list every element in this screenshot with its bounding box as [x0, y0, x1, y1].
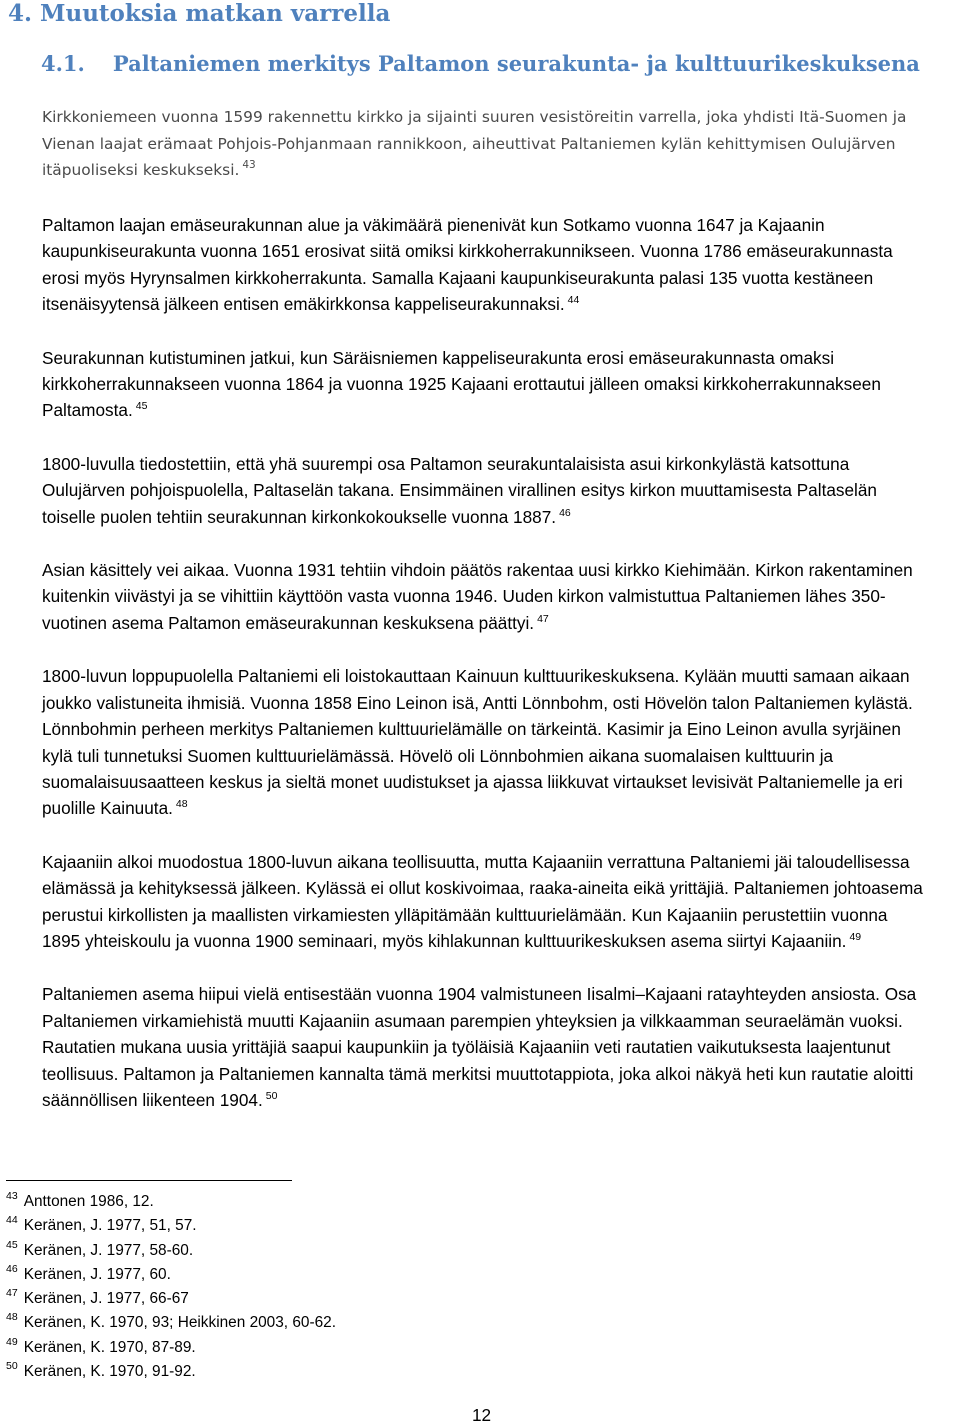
- footnote: [6, 1190, 336, 1214]
- paragraph: [42, 981, 927, 1113]
- footnote-number: 44: [6, 1214, 18, 1227]
- footnote: [6, 1287, 336, 1311]
- footnote-text: Keränen, K. 1970, 87-89.: [23, 1338, 196, 1356]
- footnote-text: Keränen, J. 1977, 66-67: [23, 1290, 189, 1308]
- footnote-list: [6, 1190, 336, 1384]
- paragraph-text: 1800-luvulla tiedostettiin, että yhä suurempi osa Paltamon seurakuntalaisista asui kirkonkylästä katsottuna Oulujärven pohjoispuolella, Paltaselän takana. Ensimmäinen virallinen esitys kirkon muuttamisesta Paltaselän toiselle puolen tehtiin seurakunnan kirkonkokoukselle vuonna 1887.: [42, 453, 877, 527]
- footnote: [6, 1336, 336, 1360]
- paragraph-text: Seurakunnan kutistuminen jatkui, kun Säräisniemen kappeliseurakunta erosi emäseurakunnasta omaksi kirkkoherrakunnakseen vuonna 1864 ja vuonna 1925 Kajaani erottautui jälleen omaksi kirkkoherrakunnakseen Paltamosta.: [42, 347, 881, 421]
- footnote: [6, 1311, 336, 1335]
- paragraph-text: 1800-luvun loppupuolella Paltaniemi eli loistokauttaan Kainuun kulttuurikeskuksena. Kylään muutti samaan aikaan joukko valistuneita ihmisiä. Vuonna 1858 Eino Leinon isä, Antti Lönnbohm, osti Hövelön talon Paltaniemen kylästä. Lönnbohmin perheen merkitys Paltaniemen kulttuurielämälle on tärkeintä. Kasimir ja Eino Leinon avulla syrjäinen kylä tuli tunnetuksi Suomen kulttuurielämässä. Hövelö oli Lönnbohmien aikana suomalaisen kulttuurin ja suomalaisuusaatteen keskus ja sieltä monet uudistukset ja ajassa liikkuvat virtaukset levisivät Paltaniemelle ja eri puolille Kainuuta.: [42, 666, 913, 819]
- paragraph-text: Asian käsittely vei aikaa. Vuonna 1931 tehtiin vihdoin päätös rakentaa uusi kirkko Kiehimään. Kirkon rakentaminen kuitenkin viivästyi ja se vihittiin käyttöön vasta vuonna 1946. Uuden kirkon valmistuttua Paltaniemen lähes 350-vuotinen asema Paltamon emäseurakunnan keskuksena päättyi.: [42, 560, 913, 633]
- intro-text: Kirkkoniemeen vuonna 1599 rakennettu kirkko ja sijainti suuren vesistöreitin varrella, joka yhdisti Itä-Suomen ja Vienan laajat erämaat Pohjois-Pohjanmaan rannikkoon, aiheuttivat Paltaniemen kylän kehittymisen Oulujärven itäpuoliseksi keskukseksi.: [42, 108, 907, 179]
- footnote-text: Keränen, K. 1970, 91-92.: [23, 1363, 196, 1381]
- footnote: [6, 1360, 336, 1384]
- chapter-title: Muutoksia matkan varrella: [40, 0, 391, 27]
- footnote-ref: 44: [567, 294, 580, 307]
- paragraph-text: Kajaaniin alkoi muodostua 1800-luvun aikana teollisuutta, mutta Kajaaniin verrattuna Paltaniemi jäi taloudellisessa elämässä ja kehityksessä jälkeen. Kylässä ei ollut koskivoimaa, raaka-aineita eikä yrittäjiä. Paltaniemen johtoasema perustui kirkollisten ja maallisten virkamiesten ylläpitämään kulttuurielämään. Kun Kajaaniin perustettiin vuonna 1895 yhteiskoulu ja vuonna 1900 seminaari, myös kihlakunnan kulttuurikeskuksen asema siirtyi Kajaaniin.: [42, 851, 923, 951]
- body-text: [42, 212, 927, 1140]
- paragraph: [42, 663, 927, 821]
- footnote-ref: 46: [559, 506, 571, 519]
- footnote: [6, 1239, 336, 1263]
- footnote-text: Keränen, J. 1977, 51, 57.: [23, 1217, 197, 1235]
- section-number: 4.1.: [41, 51, 85, 76]
- footnote-number: 46: [6, 1262, 18, 1275]
- paragraph-text: Paltaniemen asema hiipui vielä entisestään vuonna 1904 valmistuneen Iisalmi–Kajaani ratayhteyden ansiosta. Osa Paltaniemen virkamiehistä muutti Kajaaniin asumaan parempien yhteyksien ja vilkkaamman seuraelämän vuoksi. Rautatien mukana uusia yrittäjiä saapui kaupunkiin ja työläisiä Kajaaniin veti rautatien vaikutuksesta laajentunut teollisuus. Paltamon ja Paltaniemen kannalta tämä merkitsi muuttotappiota, joka alkoi näkyä heti kun rautatie aloitti säännöllisen liikenteen 1904.: [42, 984, 917, 1110]
- footnote-number: 47: [6, 1287, 18, 1300]
- chapter-number: 4.: [8, 0, 33, 27]
- footnote-text: Keränen, K. 1970, 93; Heikkinen 2003, 60-62.: [23, 1314, 336, 1332]
- footnote-ref: 48: [175, 798, 188, 811]
- page-number: 12: [472, 1405, 492, 1425]
- footnote: [6, 1214, 336, 1238]
- paragraph: [42, 849, 927, 955]
- paragraph: [42, 557, 927, 636]
- footnote-separator: [6, 1180, 292, 1181]
- paragraph: [42, 451, 927, 530]
- footnote-number: 49: [6, 1335, 18, 1348]
- footnote-ref: 47: [537, 612, 549, 625]
- footnote-ref: 45: [135, 400, 148, 413]
- footnote-ref: 50: [265, 1089, 278, 1102]
- footnote-text: Anttonen 1986, 12.: [23, 1193, 154, 1210]
- footnote-ref: 49: [849, 930, 862, 943]
- section-heading: [41, 51, 920, 77]
- footnote-text: Keränen, J. 1977, 58-60.: [23, 1241, 194, 1259]
- chapter-heading: [8, 0, 390, 28]
- footnote: [6, 1263, 336, 1287]
- section-title: Paltaniemen merkitys Paltamon seurakunta- ja kulttuurikeskuksena: [112, 51, 920, 76]
- paragraph: [42, 212, 927, 318]
- footnote-number: 43: [6, 1190, 18, 1202]
- footnote-ref: 43: [242, 159, 256, 171]
- footnote-number: 45: [6, 1238, 18, 1251]
- footnote-text: Keränen, J. 1977, 60.: [23, 1265, 171, 1283]
- paragraph: [42, 345, 927, 424]
- footnote-number: 50: [6, 1360, 18, 1373]
- paragraph-text: Paltamon laajan emäseurakunnan alue ja väkimäärä pienenivät kun Sotkamo vuonna 1647 ja Kajaanin kaupunkiseurakunta vuonna 1651 erosivat siitä omiksi kirkkoherrakunnikseen. Vuonna 1786 emäseurakunnasta erosi myös Hyrynsalmen kirkkoherrakunta. Samalla Kajaani kaupunkiseurakunta palasi 135 vuotta kestäneen itsenäisyytensä jälkeen entisen emäkirkkonsa kappeliseurakunnaksi.: [42, 215, 893, 315]
- intro-paragraph: [42, 104, 922, 184]
- footnote-number: 48: [6, 1311, 18, 1324]
